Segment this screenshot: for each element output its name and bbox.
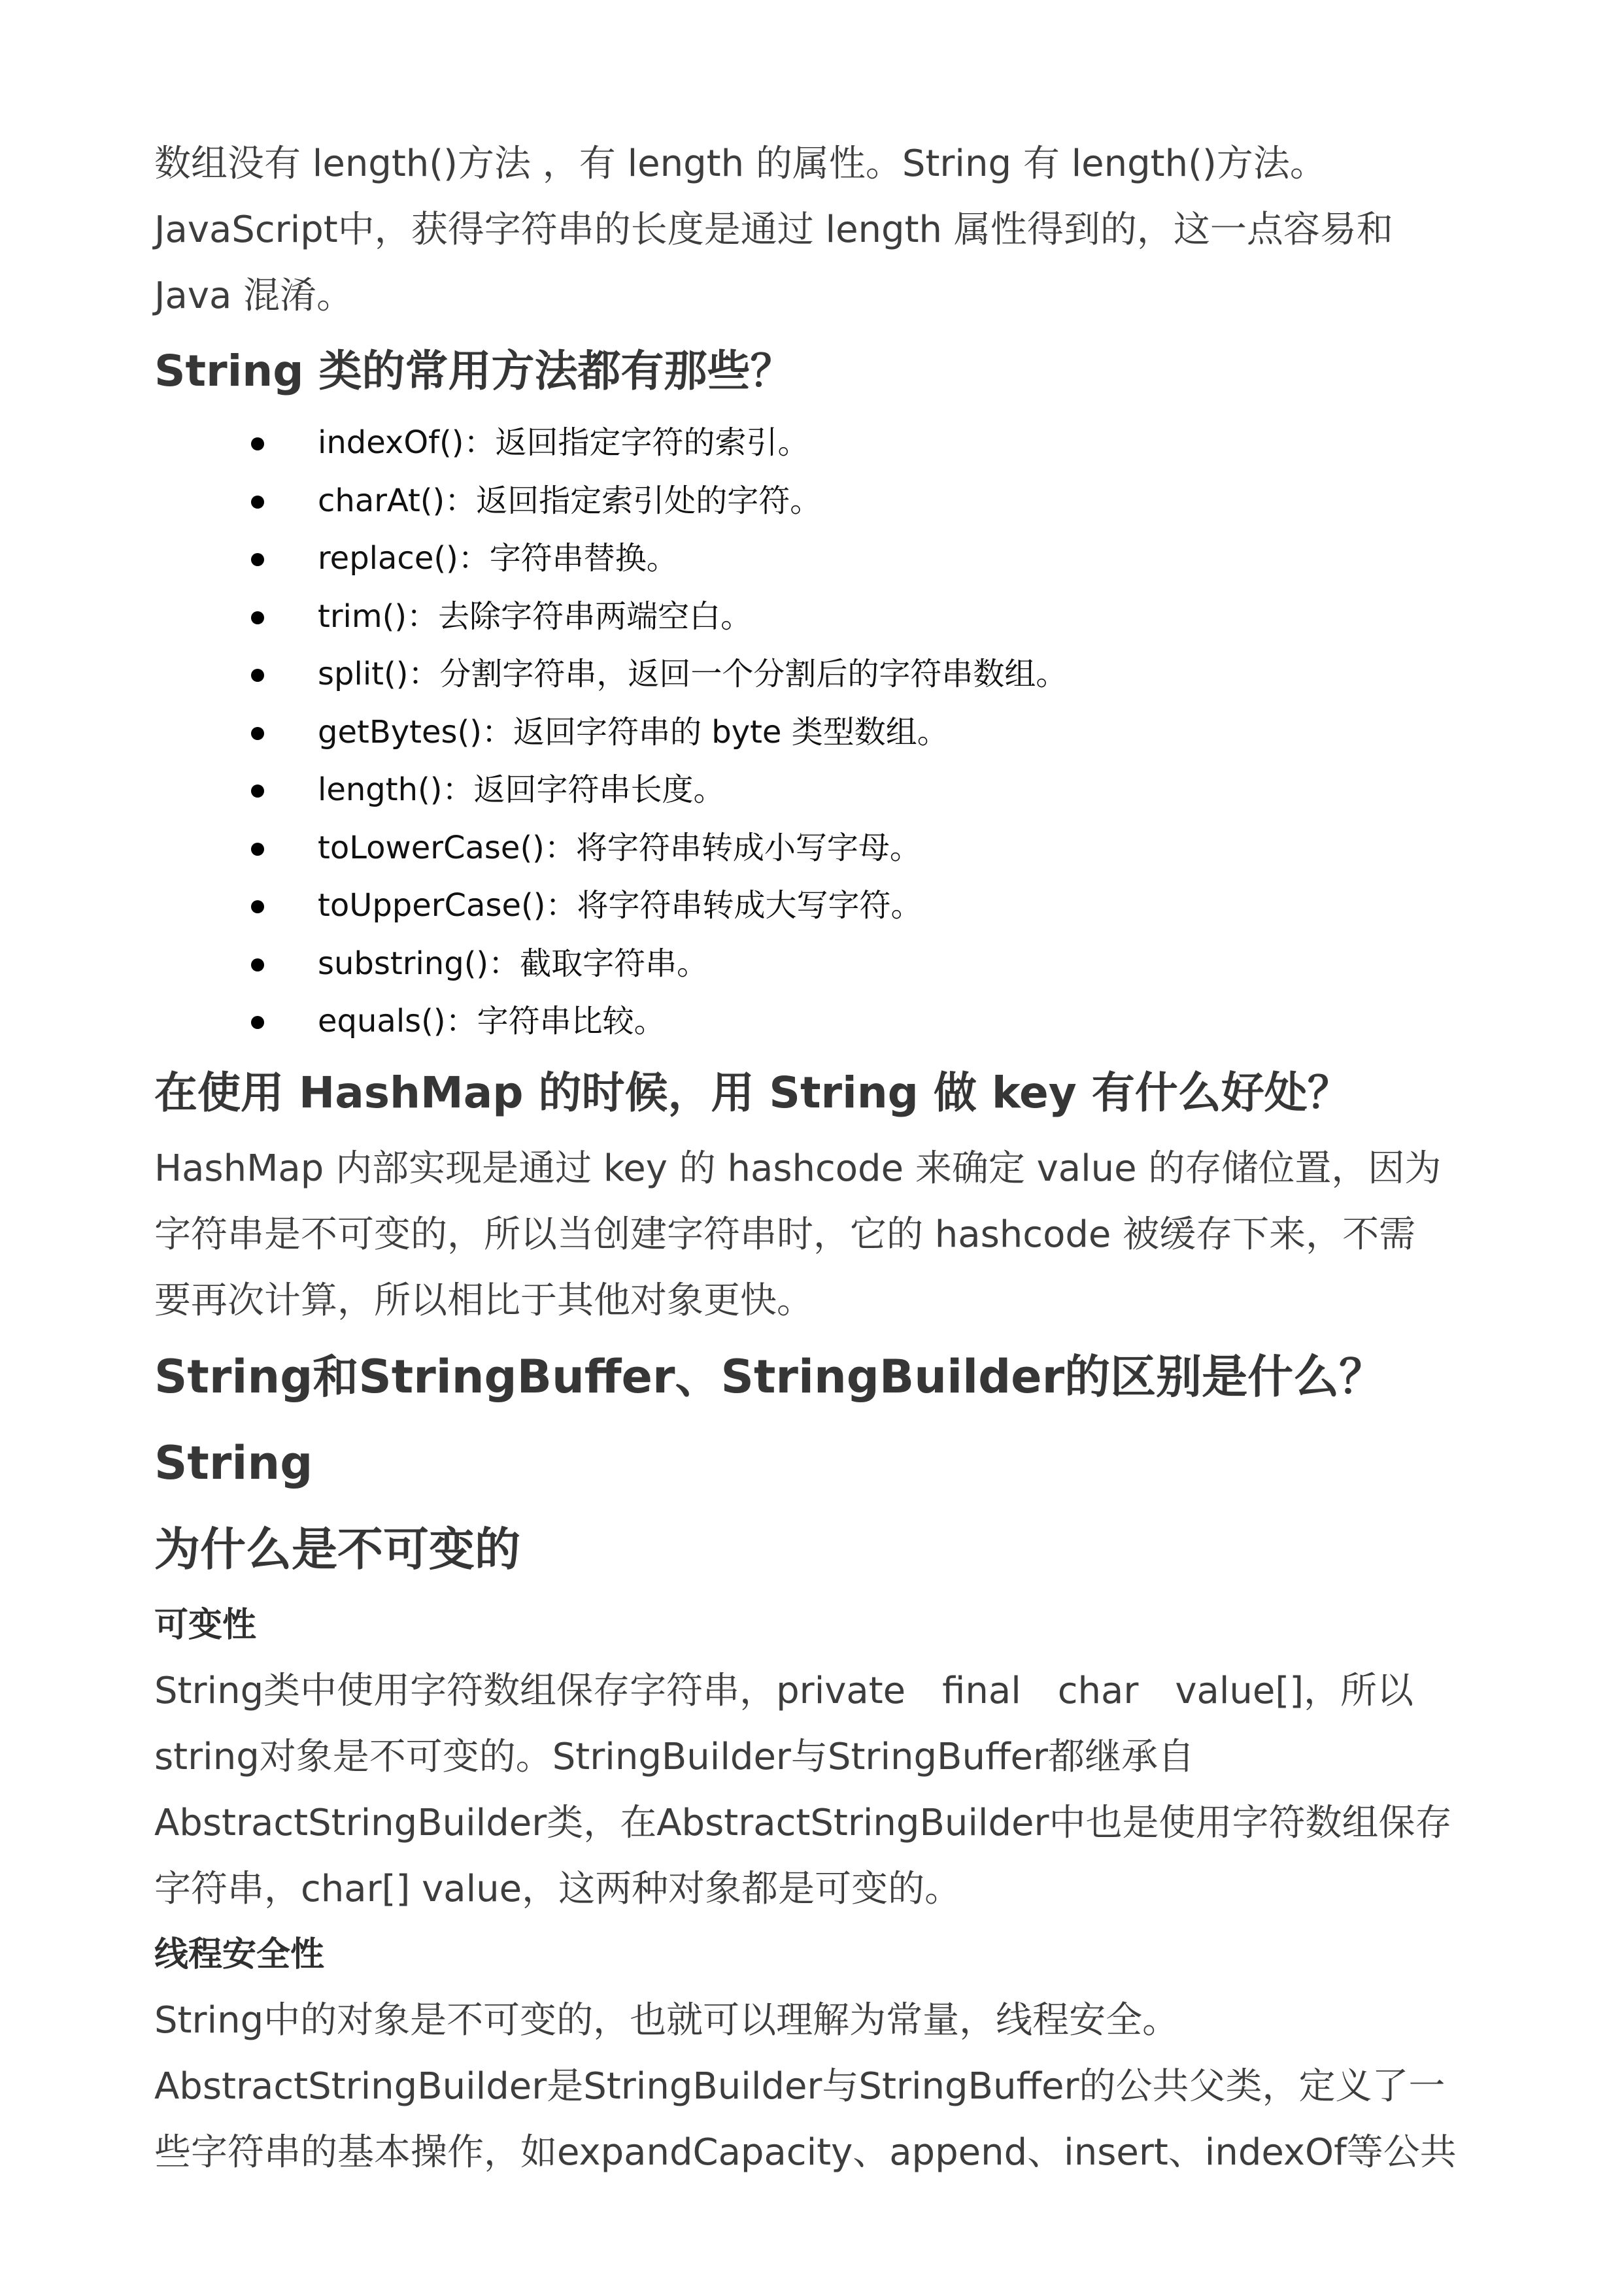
list-item-text: replace()：字符串替换。 <box>318 540 678 577</box>
list-item-text: split()：分割字符串，返回一个分割后的字符串数组。 <box>318 656 1068 692</box>
intro-line: Java 混淆。 <box>154 275 354 317</box>
list-item <box>154 761 1481 819</box>
list-item <box>154 472 1481 530</box>
intro-paragraph <box>154 131 1481 329</box>
methods-heading: String 类的常用方法都有那些？ <box>154 346 794 396</box>
thread-safety-paragraph <box>154 1987 1481 2185</box>
list-item <box>154 414 1481 472</box>
list-item-text: toLowerCase()：将字符串转成小写字母。 <box>318 829 921 866</box>
hashmap-heading: 在使用 HashMap 的时候，用 String 做 key 有什么好处？ <box>154 1067 1351 1118</box>
list-item-text: substring()：截取字符串。 <box>318 945 709 982</box>
bullet-icon <box>251 496 264 509</box>
intro-line: 数组没有 length()方法 ，有 length 的属性。String 有 length()方法。 <box>154 143 1327 185</box>
thread-safety-line: 些字符串的基本操作，如expandCapacity、append、insert、indexOf等公共 <box>154 2131 1457 2174</box>
list-item-text: getBytes()：返回字符串的 byte 类型数组。 <box>318 713 949 751</box>
diff-heading-line: String和StringBuffer、StringBuilder的区别是什么？String <box>154 1349 1385 1490</box>
list-item-text: length()：返回字符串长度。 <box>318 771 725 808</box>
intro-line: JavaScript中，获得字符串的长度是通过 length 属性得到的，这一点容易和 <box>154 209 1393 251</box>
document-content <box>154 131 1481 2185</box>
bullet-icon <box>251 958 264 971</box>
bullet-icon <box>251 900 264 913</box>
list-item <box>154 992 1481 1051</box>
hashmap-paragraph <box>154 1136 1481 1334</box>
list-item <box>154 530 1481 588</box>
list-item-text: charAt()：返回指定索引处的字符。 <box>318 482 822 519</box>
hashmap-line: 字符串是不可变的，所以当创建字符串时，它的 hashcode 被缓存下来，不需 <box>154 1213 1416 1256</box>
thread-safety-line: AbstractStringBuilder是StringBuilder与StringBuffer的公共父类，定义了一 <box>154 2065 1446 2108</box>
list-item <box>154 877 1481 935</box>
mutability-line: AbstractStringBuilder类，在AbstractStringBuilder中也是使用字符数组保存 <box>154 1801 1452 1844</box>
bullet-icon <box>251 1016 264 1029</box>
methods-list <box>154 414 1481 1051</box>
list-item-text: equals()：字符串比较。 <box>318 1003 666 1039</box>
list-item <box>154 703 1481 762</box>
hashmap-line: 要再次计算，所以相比于其他对象更快。 <box>154 1279 813 1322</box>
list-item <box>154 588 1481 646</box>
list-item-text: toUpperCase()：将字符串转成大写字符。 <box>318 887 922 924</box>
bullet-icon <box>251 727 264 740</box>
list-item-text: indexOf()：返回指定字符的索引。 <box>318 424 809 461</box>
bullet-icon <box>251 437 264 450</box>
thread-safety-line: String中的对象是不可变的，也就可以理解为常量，线程安全。 <box>154 1999 1179 2042</box>
mutability-line: 字符串，char[] value，这两种对象都是可变的。 <box>154 1867 962 1910</box>
bullet-icon <box>251 553 264 566</box>
list-item-text: trim()：去除字符串两端空白。 <box>318 598 753 635</box>
hashmap-line: HashMap 内部实现是通过 key 的 hashcode 来确定 value 的存储位置，因为 <box>154 1147 1442 1190</box>
diff-heading-line: 为什么是不可变的 <box>154 1522 520 1576</box>
thread-safety-heading: 线程安全性 <box>154 1934 325 1974</box>
bullet-icon <box>251 669 264 682</box>
list-item <box>154 819 1481 877</box>
mutability-heading: 可变性 <box>154 1605 257 1645</box>
bullet-icon <box>251 611 264 624</box>
bullet-icon <box>251 784 264 798</box>
bullet-icon <box>251 843 264 856</box>
list-item <box>154 645 1481 703</box>
mutability-paragraph <box>154 1658 1481 1922</box>
mutability-line: string对象是不可变的。StringBuilder与StringBuffer都继承自 <box>154 1735 1195 1778</box>
mutability-line: String类中使用字符数组保存字符串，private final char value[]，所以 <box>154 1669 1414 1712</box>
list-item <box>154 935 1481 993</box>
